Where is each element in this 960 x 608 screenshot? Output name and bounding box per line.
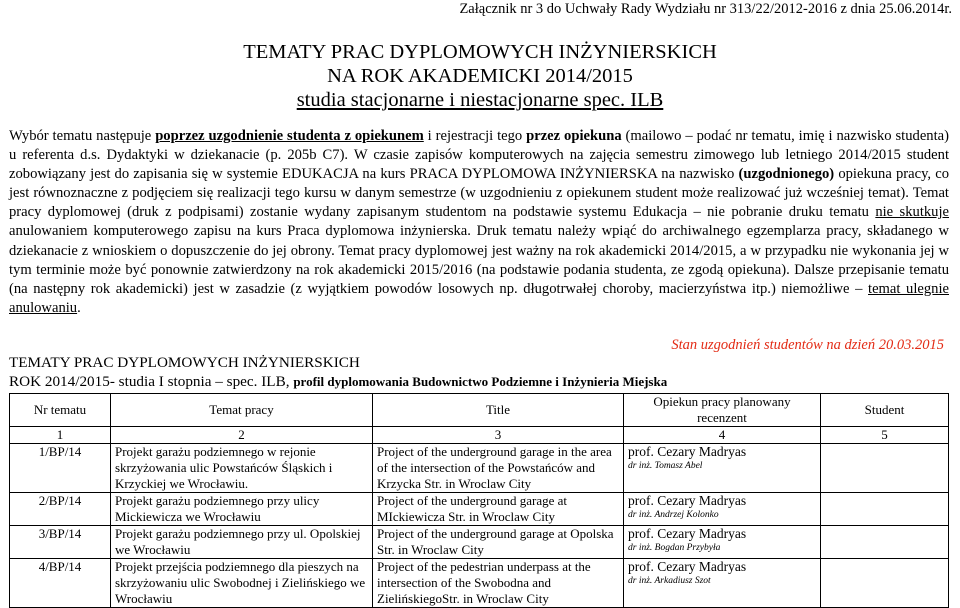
cell-title: Project of the underground garage at Opolska Str. in Wroclaw City bbox=[373, 526, 624, 559]
status-date-note: Stan uzgodnień studentów na dzień 20.03.2015 bbox=[671, 337, 944, 353]
col-number: 3 bbox=[373, 427, 624, 444]
cell-opiekun bbox=[624, 526, 821, 559]
cell-nr: 2/BP/14 bbox=[10, 493, 111, 526]
reviewer: dr inż. Andrzej Kolonko bbox=[628, 510, 719, 520]
table-row bbox=[10, 526, 949, 559]
cell-temat: Projekt garażu podziemnego przy ulicy Mickiewicza we Wrocławiu bbox=[111, 493, 373, 526]
table-number-row bbox=[10, 427, 949, 444]
cell-nr: 1/BP/14 bbox=[10, 444, 111, 493]
intro-emphasis: (uzgodnionego) bbox=[738, 166, 835, 183]
cell-opiekun bbox=[624, 493, 821, 526]
title-line-2: NA ROK AKADEMICKI 2014/2015 bbox=[327, 65, 633, 87]
cell-opiekun bbox=[624, 559, 821, 608]
header-opiekun: Opiekun pracy planowany recenzent bbox=[624, 394, 821, 427]
cell-nr: 3/BP/14 bbox=[10, 526, 111, 559]
supervisor: prof. Cezary Madryas bbox=[628, 559, 747, 574]
cell-title: Project of the pedestrian underpass at the intersection of the Swobodna and ZielińskiegoStr. in Wroclaw City bbox=[373, 559, 624, 608]
table-row bbox=[10, 559, 949, 608]
intro-emphasis: przez opiekuna bbox=[526, 128, 622, 144]
intro-text: opiekuna pracy, co jest równoznaczne z podjęciem się realizacji tego kursu w danym semestrze (w uzgodnieniu z opiekunem student może realizować już wcześniej temat). Temat pracy dyplomowej (druk z podpisami) zostanie wydany zapisanym studentom na podstawie systemu Edukacja – nie pobranie druku tematu bbox=[9, 166, 950, 221]
table-header-row bbox=[10, 394, 949, 427]
title-line-1: TEMATY PRAC DYPLOMOWYCH INŻYNIERSKICH bbox=[243, 41, 717, 63]
col-number: 2 bbox=[111, 427, 373, 444]
intro-text: i rejestracji tego bbox=[423, 128, 527, 144]
title-line-3: studia stacjonarne i niestacjonarne spec. ILB bbox=[296, 89, 664, 111]
cell-title: Project of the underground garage in the area of the intersection of the Powstańców and Krzycka Str. in Wroclaw City bbox=[373, 444, 624, 493]
intro-text: . bbox=[77, 299, 81, 316]
supervisor: prof. Cezary Madryas bbox=[628, 526, 747, 541]
cell-student bbox=[821, 493, 949, 526]
intro-emphasis: poprzez uzgodnienie studenta z opiekunem bbox=[155, 128, 424, 144]
col-number: 5 bbox=[821, 427, 949, 444]
cell-student bbox=[821, 526, 949, 559]
table-row bbox=[10, 444, 949, 493]
reviewer: dr inż. Arkadiusz Szot bbox=[628, 576, 711, 586]
document-title bbox=[0, 40, 960, 112]
cell-temat: Projekt garażu podziemnego w rejonie skrzyżowania ulic Powstańców Śląskich i Krzyckiej we Wrocławiu. bbox=[111, 444, 373, 493]
reviewer: dr inż. Tomasz Abel bbox=[628, 461, 703, 471]
cell-temat: Projekt garażu podziemnego przy ul. Opolskiej we Wrocławiu bbox=[111, 526, 373, 559]
intro-paragraph bbox=[9, 127, 949, 318]
attachment-note: Załącznik nr 3 do Uchwały Rady Wydziału nr 313/22/2012-2016 z dnia 25.06.2014r. bbox=[459, 1, 952, 17]
intro-text: Wybór tematu następuje bbox=[9, 128, 156, 144]
header-student: Student bbox=[821, 394, 949, 427]
header-title: Title bbox=[373, 394, 624, 427]
header-nr: Nr tematu bbox=[10, 394, 111, 427]
intro-emphasis: nie skutkuje bbox=[875, 204, 949, 221]
table-row bbox=[10, 493, 949, 526]
section-subheading bbox=[9, 373, 667, 391]
section-heading: TEMATY PRAC DYPLOMOWYCH INŻYNIERSKICH bbox=[9, 354, 360, 371]
intro-text: anulowaniem komputerowego zapisu na kurs Praca dyplomowa inżynierska. Druk tematu należy wpiąć do archiwalnego egzemplarza pracy, składanego w dziekanacie z wnioskiem o dopuszczenie do jej obrony. Temat pracy dyplomowej jest ważny na rok akademicki 2014/2015, a w przypadku nie wykonania jej w tym terminie może być ponownie zatwierdzony na rok akademicki 2015/2016 (na podstawie podania studenta, ze zgodą opiekuna). Dalsze przepisanie tematu (na następny rok akademicki) jest w zasadzie (z wyjątkiem powodów losowych np. długotrwałej choroby, macierzyństwa itp.) niemożliwe – bbox=[9, 223, 949, 297]
supervisor: prof. Cezary Madryas bbox=[628, 444, 747, 459]
cell-opiekun bbox=[624, 444, 821, 493]
subheading-main: ROK 2014/2015- studia I stopnia – spec. ILB, bbox=[9, 373, 294, 390]
cell-temat: Projekt przejścia podziemnego dla pieszych na skrzyżowaniu ulic Swobodnej i Zielińskiego we Wrocławiu bbox=[111, 559, 373, 608]
intro-text: (mailowo – podać nr tematu, imię i nazwisko studenta) u referenta d.s. Dydaktyki w dziekanacie (p. 205b C7). W czasie zapisów komputerowych na zajęcia semestru zimowego lub letniego 2014/2015 student zobowiązany jest do zapisania się w systemie EDUKACJA na kurs PRACA DYPLOMOWA INŻYNIERSKA na nazwisko bbox=[9, 128, 949, 183]
header-temat: Temat pracy bbox=[111, 394, 373, 427]
cell-student bbox=[821, 559, 949, 608]
cell-title: Project of the underground garage at MIckiewicza Str. in Wroclaw City bbox=[373, 493, 624, 526]
cell-nr: 4/BP/14 bbox=[10, 559, 111, 608]
supervisor: prof. Cezary Madryas bbox=[628, 493, 747, 508]
intro-emphasis: temat ulegnie anulowaniu bbox=[9, 280, 949, 316]
cell-student bbox=[821, 444, 949, 493]
col-number: 1 bbox=[10, 427, 111, 444]
reviewer: dr inż. Bogdan Przybyła bbox=[628, 543, 721, 553]
topics-table bbox=[9, 393, 949, 608]
subheading-profile: profil dyplomowania Budownictwo Podziemne i Inżynieria Miejska bbox=[293, 374, 668, 389]
col-number: 4 bbox=[624, 427, 821, 444]
